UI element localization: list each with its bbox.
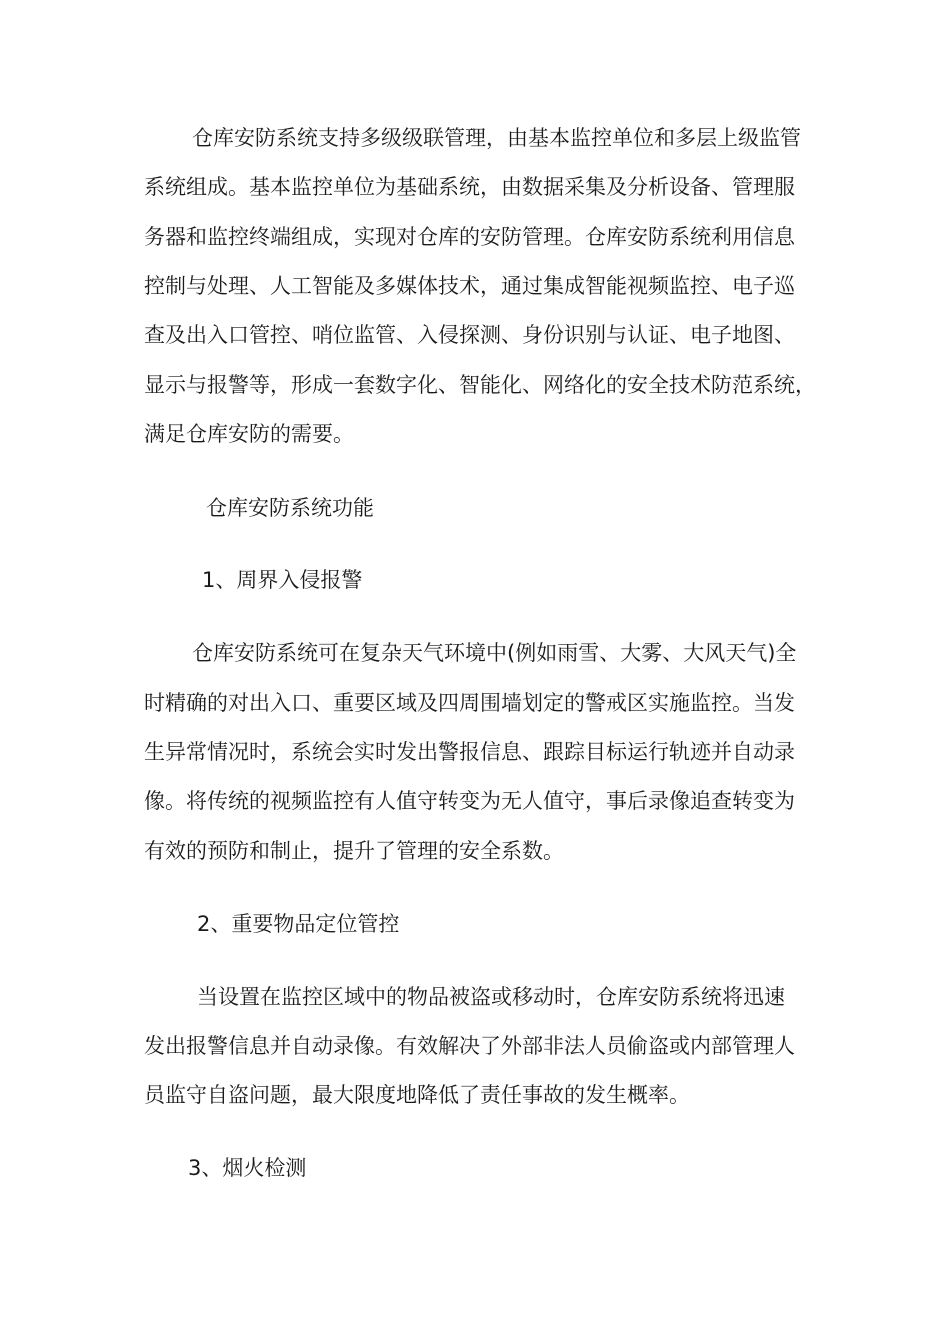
item-line: 员监守自盗问题，最大限度地降低了责任事故的发生概率。 — [144, 1083, 690, 1107]
item-heading: 3、烟火检测 — [188, 1156, 307, 1180]
intro-line: 系统组成。基本监控单位为基础系统，由数据采集及分析设备、管理服 — [144, 175, 795, 199]
item-heading: 1、周界入侵报警 — [202, 568, 363, 592]
intro-line: 满足仓库安防的需要。 — [144, 422, 354, 446]
intro-line: 务器和监控终端组成，实现对仓库的安防管理。仓库安防系统利用信息 — [144, 225, 795, 249]
section-title: 仓库安防系统功能 — [206, 496, 374, 520]
item-line: 生异常情况时，系统会实时发出警报信息、跟踪目标运行轨迹并自动录 — [144, 740, 795, 764]
intro-line: 显示与报警等，形成一套数字化、智能化、网络化的安全技术防范系统， — [144, 373, 816, 397]
item-line: 有效的预防和制止，提升了管理的安全系数。 — [144, 839, 564, 863]
item-line: 时精确的对出入口、重要区域及四周围墙划定的警戒区实施监控。当发 — [144, 691, 795, 715]
intro-line: 仓库安防系统支持多级级联管理，由基本监控单位和多层上级监管 — [192, 126, 801, 150]
item-line: 当设置在监控区域中的物品被盗或移动时，仓库安防系统将迅速 — [197, 985, 785, 1009]
item-heading: 2、重要物品定位管控 — [197, 912, 400, 936]
intro-line: 控制与处理、人工智能及多媒体技术，通过集成智能视频监控、电子巡 — [144, 274, 795, 298]
item-line: 仓库安防系统可在复杂天气环境中(例如雨雪、大雾、大风天气)全 — [192, 641, 797, 665]
item-line: 像。将传统的视频监控有人值守转变为无人值守，事后录像追查转变为 — [144, 789, 795, 813]
intro-line: 查及出入口管控、哨位监管、入侵探测、身份识别与认证、电子地图、 — [144, 323, 795, 347]
item-line: 发出报警信息并自动录像。有效解决了外部非法人员偷盗或内部管理人 — [144, 1034, 795, 1058]
